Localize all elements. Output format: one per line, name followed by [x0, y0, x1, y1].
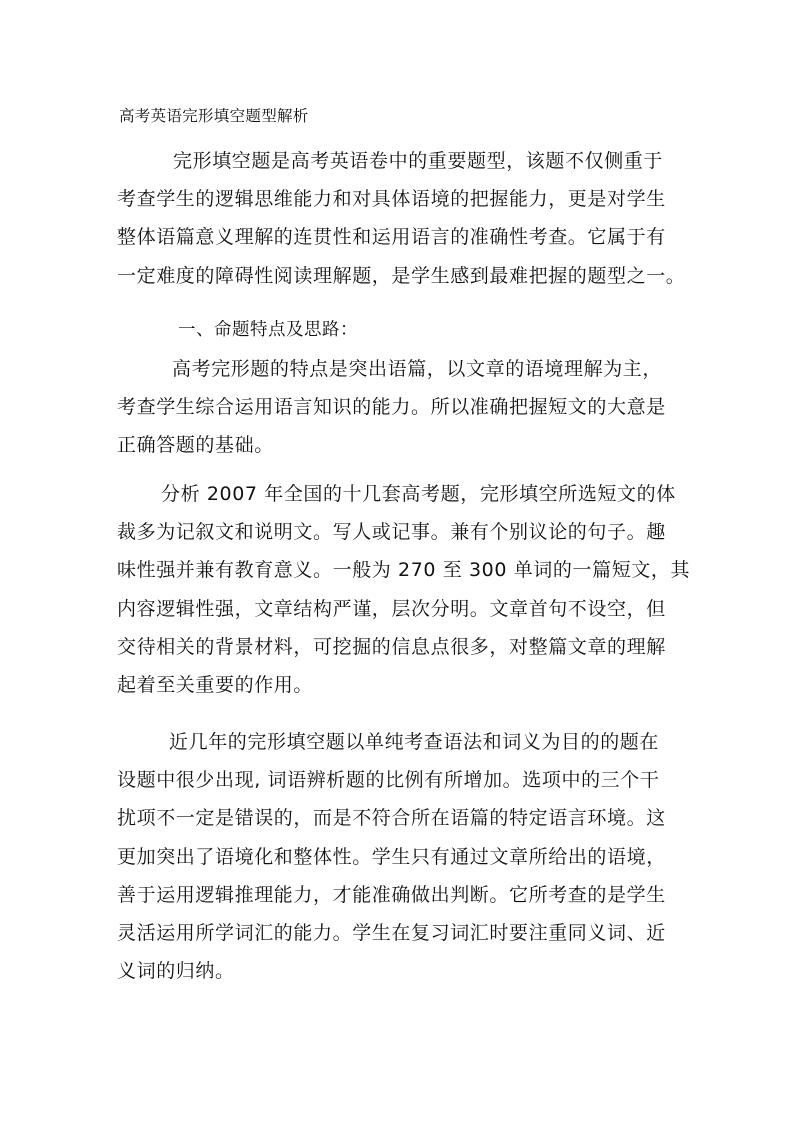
paragraph-analysis: [117, 475, 690, 704]
paragraph-line: 更加突出了语境化和整体性。学生只有通过文章所给出的语境，: [117, 845, 666, 868]
paragraph-line: 义词的归纳。: [117, 960, 235, 983]
paragraph-line: 裁多为记叙文和说明文。写人或记事。兼有个别议论的句子。趣: [117, 521, 666, 544]
paragraph-line: 近几年的完形填空题以单纯考查语法和词义为目的的题在: [169, 731, 660, 753]
document-title: 高考英语完形填空题型解析: [119, 107, 309, 125]
paragraph-line: 高考完形题的特点是突出语篇，以文章的语境理解为主，: [172, 358, 663, 380]
paragraph-line: 考查学生综合运用语言知识的能力。所以准确把握短文的大意是: [117, 396, 666, 419]
paragraph-line: 考查学生的逻辑思维能力和对具体语境的把握能力，更是对学生: [117, 188, 666, 211]
paragraph-features: [117, 350, 666, 465]
paragraph-line: 完形填空题是高考英语卷中的重要题型，该题不仅侧重于: [173, 150, 664, 172]
paragraph-line: 扰项不一定是错误的，而是不符合所在语篇的特定语言环境。这: [117, 807, 666, 830]
paragraph-line: 内容逻辑性强，文章结构严谨，层次分明。文章首句不设空，但: [117, 597, 666, 620]
paragraph-recent-years: [117, 723, 666, 990]
paragraph-line: 设题中很少出现, 词语辨析题的比例有所增加。选项中的三个干: [117, 769, 660, 792]
paragraph-line: 一定难度的障碍性阅读理解题，是学生感到最难把握的题型之一。: [117, 264, 686, 287]
paragraph-line: 整体语篇意义理解的连贯性和运用语言的准确性考查。它属于有: [117, 226, 666, 249]
section-heading: 一、命题特点及思路：: [178, 320, 358, 340]
paragraph-line: 交待相关的背景材料，可挖掘的信息点很多，对整篇文章的理解: [117, 635, 666, 658]
paragraph-line: 善于运用逻辑推理能力，才能准确做出判断。它所考查的是学生: [117, 883, 666, 906]
paragraph-line: 正确答题的基础。: [117, 434, 274, 457]
paragraph-intro: [117, 142, 685, 295]
paragraph-line: 灵活运用所学词汇的能力。学生在复习词汇时要注重同义词、近: [117, 921, 666, 944]
paragraph-line: 味性强并兼有教育意义。一般为 270 至 300 单词的一篇短文，其: [117, 559, 691, 582]
paragraph-line: 分析 2007 年全国的十几套高考题，完形填空所选短文的体: [161, 483, 676, 505]
paragraph-line: 起着至关重要的作用。: [117, 673, 314, 696]
